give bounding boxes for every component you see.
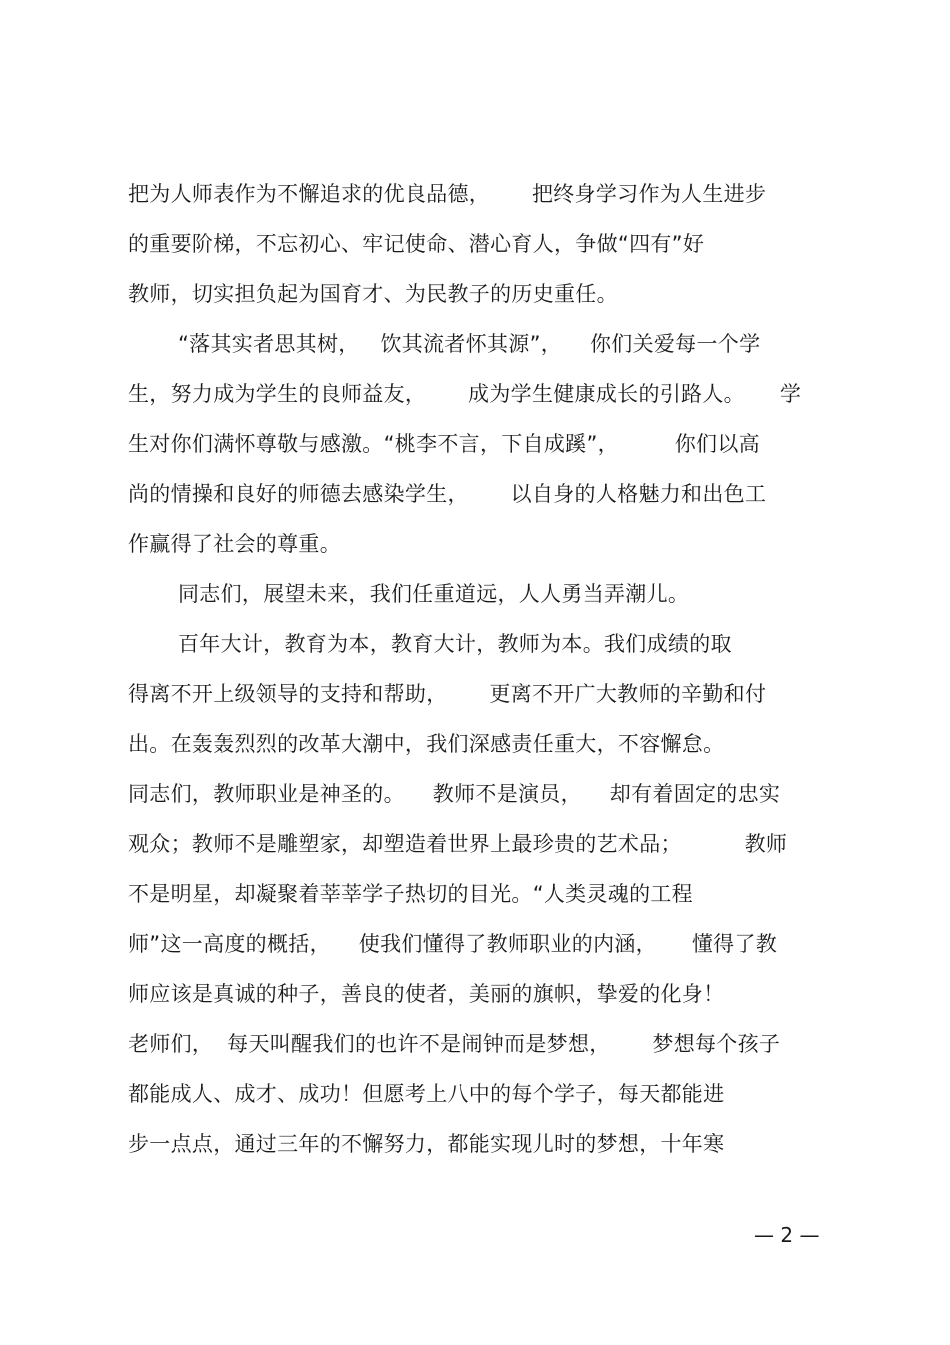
paragraph-line: 都能成人、成才、成功！但愿考上八中的每个学子，每天都能进 — [128, 1082, 725, 1106]
paragraph-line: 得离不开上级领导的支持和帮助， 更离不开广大教师的辛勤和付 — [128, 682, 767, 706]
paragraph-line: 步一点点，通过三年的不懈努力，都能实现儿时的梦想，十年寒 — [128, 1132, 725, 1156]
paragraph-line: 不是明星，却凝聚着莘莘学子热切的目光。“人类灵魂的工程 — [128, 882, 693, 906]
paragraph-line: 教师，切实担负起为国育才、为民教子的历史重任。 — [128, 282, 618, 306]
paragraph-line: 同志们，教师职业是神圣的。 教师不是演员， 却有着固定的忠实 — [128, 782, 781, 806]
paragraph-line: 生对你们满怀尊敬与感激。“桃李不言，下自成蹊”， 你们以高 — [128, 432, 760, 456]
paragraph-line: 尚的情操和良好的师德去感染学生， 以自身的人格魅力和出色工 — [128, 482, 767, 506]
paragraph-line: 师应该是真诚的种子，善良的使者，美丽的旗帜，挚爱的化身！ — [128, 982, 725, 1006]
paragraph-line: 的重要阶梯，不忘初心、牢记使命、潜心育人，争做“四有”好 — [128, 232, 705, 256]
paragraph-line: 作赢得了社会的尊重。 — [128, 532, 341, 556]
paragraph-line: 师”这一高度的概括， 使我们懂得了教师职业的内涵， 懂得了教 — [128, 932, 778, 956]
paragraph-line: 把为人师表作为不懈追求的优良品德， 把终身学习作为人生进步 — [128, 182, 767, 206]
paragraph-line: 观众；教师不是雕塑家，却塑造着世界上最珍贵的艺术品； 教师 — [128, 832, 788, 856]
paragraph-line: 百年大计，教育为本，教育大计，教师为本。我们成绩的取 — [178, 632, 732, 656]
page-number: — 2 — — [754, 1223, 820, 1247]
paragraph-line: 生，努力成为学生的良师益友， 成为学生健康成长的引路人。 学 — [128, 382, 802, 406]
paragraph-line: 出。在轰轰烈烈的改革大潮中，我们深感责任重大，不容懈怠。 — [128, 732, 725, 756]
paragraph-line: “落其实者思其树， 饮其流者怀其源”， 你们关爱每一个学 — [178, 332, 761, 356]
paragraph-line: 老师们， 每天叫醒我们的也许不是闹钟而是梦想， 梦想每个孩子 — [128, 1032, 781, 1056]
paragraph-line: 同志们，展望未来，我们任重道远，人人勇当弄潮儿。 — [178, 582, 690, 606]
